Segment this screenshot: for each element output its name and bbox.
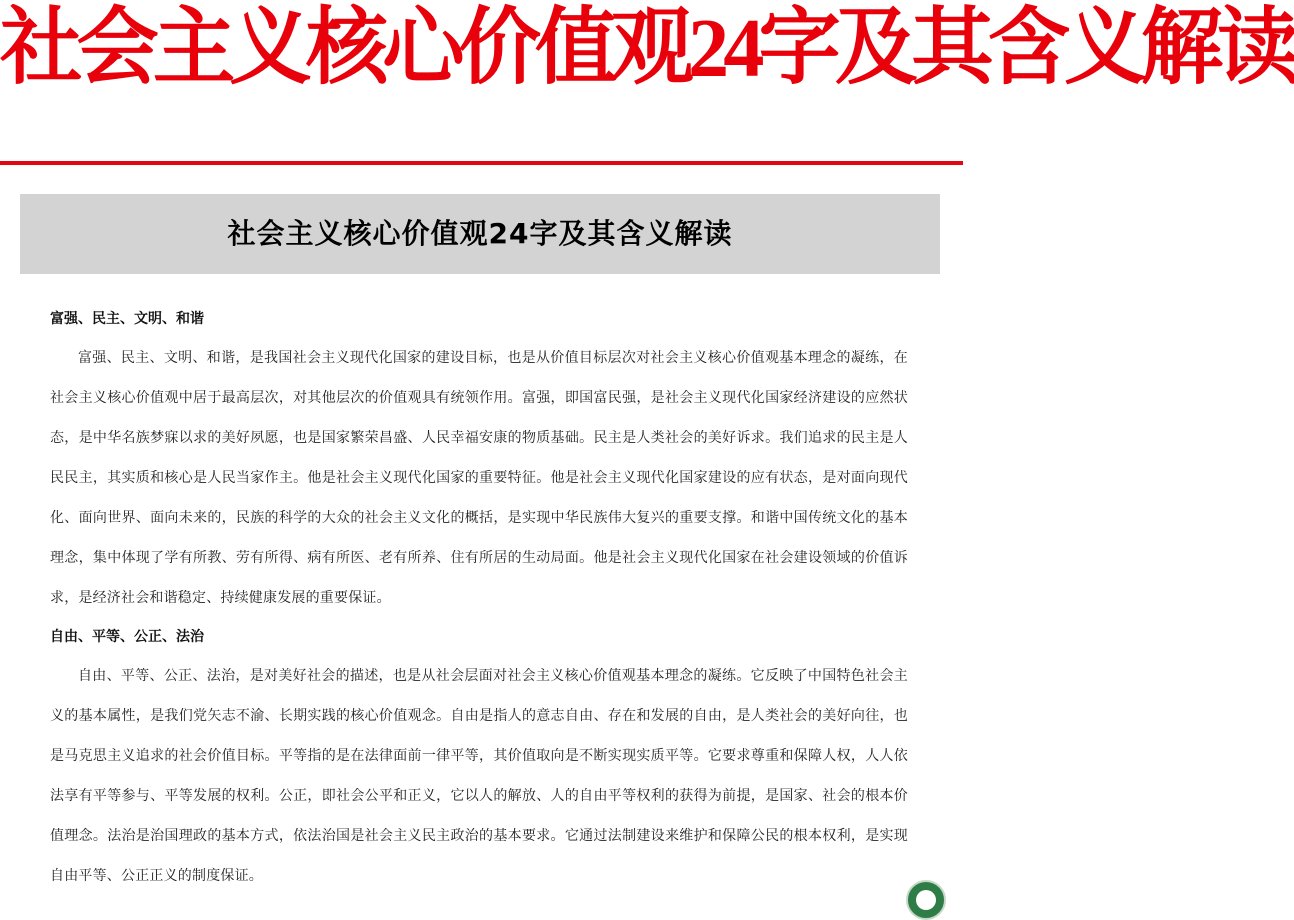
emblem-icon: [906, 880, 946, 920]
emblem-inner: [916, 890, 936, 910]
section-paragraph: 富强、民主、文明、和谐，是我国社会主义现代化国家的建设目标，也是从价值目标层次对社会主义核心价值观基本理念的凝练，在社会主义核心价值观中居于最高层次，对其他层次的价值观具有统领作用。富强，即国富民强，是社会主义现代化国家经济建设的应然状态，是中华名族梦寐以求的美好夙愿，也是国家繁荣昌盛、人民幸福安康的物质基础。民主是人类社会的美好诉求。我们追求的民主是人民民主，其实质和核心是人民当家作主。他是社会主义现代化国家的重要特征。他是社会主义现代化国家建设的应有状态，是对面向现代化、面向世界、面向未来的，民族的科学的大众的社会主义文化的概括，是实现中华民族伟大复兴的重要支撑。和谐中国传统文化的基本理念，集中体现了学有所教、劳有所得、病有所医、老有所养、住有所居的生动局面。他是社会主义现代化国家在社会建设领域的价值诉求，是经济社会和谐稳定、持续健康发展的重要保证。: [50, 350, 908, 606]
section-prosperity: [50, 300, 908, 618]
section-paragraph: 自由、平等、公正、法治，是对美好社会的描述，也是从社会层面对社会主义核心价值观基本理念的凝练。它反映了中国特色社会主义的基本属性，是我们党矢志不渝、长期实践的核心价值观念。自由是指人的意志自由、存在和发展的自由，是人类社会的美好向往，也是马克思主义追求的社会价值目标。平等指的是在法律面前一律平等，其价值取向是不断实现实质平等。它要求尊重和保障人权，人人依法享有平等参与、平等发展的权利。公正，即社会公平和正义，它以人的解放、人的自由平等权利的获得为前提，是国家、社会的根本价值理念。法治是治国理政的基本方式，依法治国是社会主义民主政治的基本要求。它通过法制建设来维护和保障公民的根本权利，是实现自由平等、公正正义的制度保证。: [50, 668, 908, 884]
banner-title: 社会主义核心价值观24字及其含义解读: [0, 2, 1294, 95]
article-heading-box: [20, 194, 940, 274]
banner-divider: [0, 161, 963, 165]
article-title: 社会主义核心价值观24字及其含义解读: [227, 217, 733, 250]
banner: [0, 0, 1294, 165]
section-title: 自由、平等、公正、法治: [50, 629, 204, 645]
section-freedom: [50, 618, 908, 896]
article-content: [50, 300, 908, 896]
section-title: 富强、民主、文明、和谐: [50, 311, 204, 327]
